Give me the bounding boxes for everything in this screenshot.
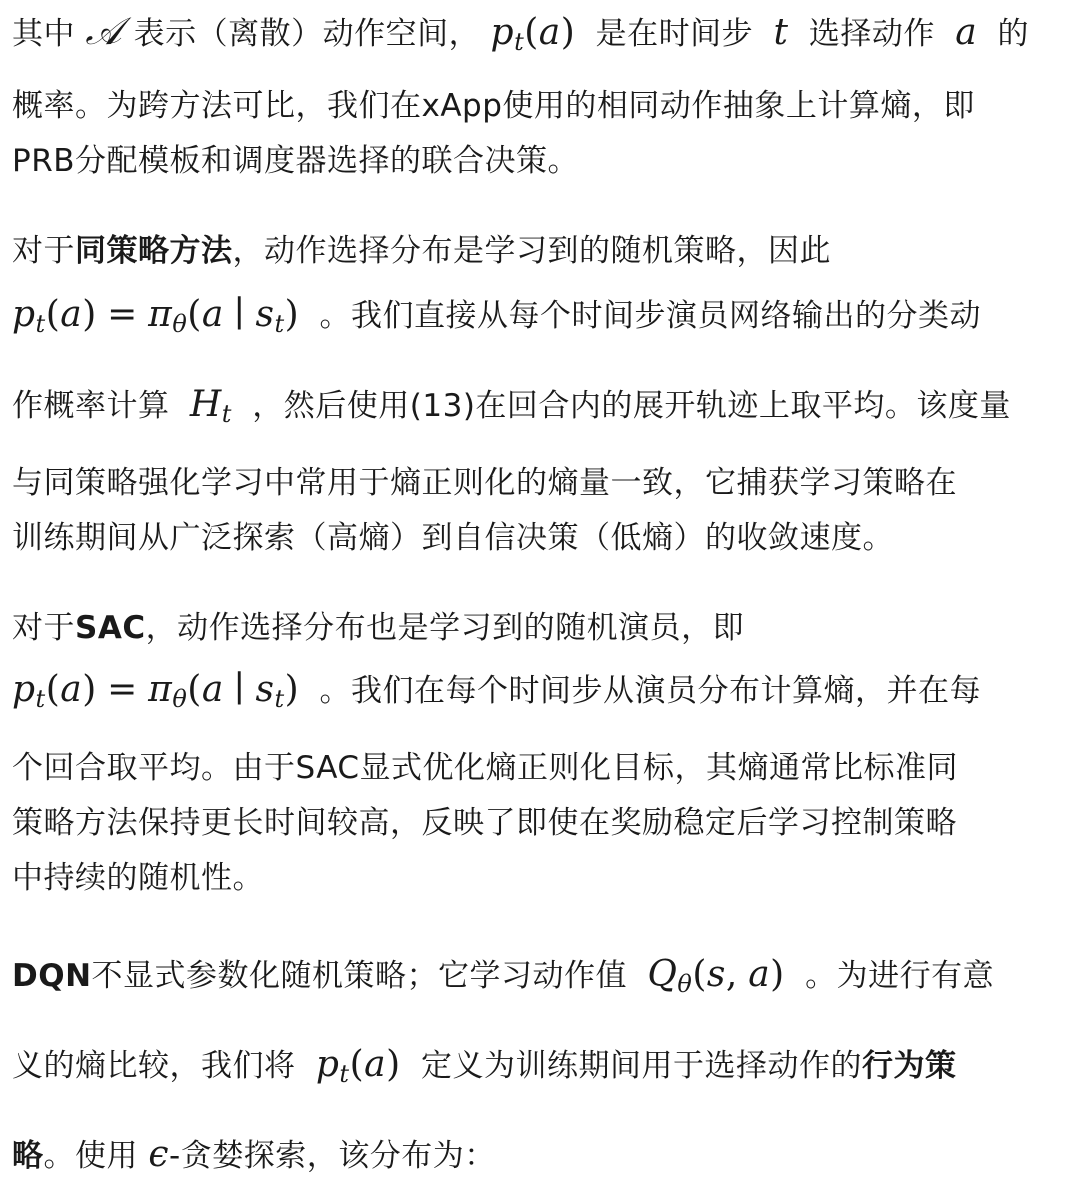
text: 对于 bbox=[12, 610, 75, 646]
paragraph-2-line-4: 与同策略强化学习中常用于熵正则化的熵量一致，它捕获学习策略在 bbox=[12, 465, 957, 501]
text: 作概率计算 bbox=[12, 388, 170, 424]
paragraph-3-line-2 bbox=[12, 665, 1074, 713]
formula-policy: $p_t(a) = \pi_\theta(a$ ∣ $s_t$) bbox=[12, 294, 300, 338]
formula-pt-a: $p_t(a)$ bbox=[490, 12, 576, 56]
text: 其中 bbox=[12, 16, 75, 52]
text: ，然后使用(13)在回合内的展开轨迹上取平均。该度量 bbox=[252, 388, 1011, 424]
text: ，动作选择分布是学习到的随机策略，因此 bbox=[232, 233, 831, 269]
text: 定义为训练期间用于选择动作的 bbox=[420, 1048, 862, 1084]
paragraph-3-line-5: 中持续的随机性。 bbox=[12, 860, 264, 896]
text: 。为进行有意 bbox=[805, 958, 995, 994]
bold-term: SAC bbox=[75, 610, 146, 646]
paragraph-2-line-5: 训练期间从广泛探索（高熵）到自信决策（低熵）的收敛速度。 bbox=[12, 520, 894, 556]
text: 的 bbox=[997, 16, 1030, 52]
text: 。我们直接从每个时间步演员网络输出的分类动 bbox=[319, 298, 982, 334]
text: 选择动作 bbox=[808, 16, 935, 52]
text: 对于 bbox=[12, 233, 75, 269]
text: 义的熵比较，我们将 bbox=[12, 1048, 296, 1084]
text: 是在时间步 bbox=[595, 16, 754, 52]
formula-Ht: $H_t$ bbox=[189, 384, 232, 428]
bold-term: 行为策 bbox=[861, 1048, 957, 1084]
bold-term: 略 bbox=[12, 1138, 44, 1174]
text: 。我们在每个时间步从演员分布计算熵，并在每 bbox=[319, 673, 982, 709]
formula-epsilon: ϵ bbox=[148, 1134, 170, 1175]
paragraph-4-line-1 bbox=[12, 950, 1074, 998]
text: 不显式参数化随机策略；它学习动作值 bbox=[91, 958, 628, 994]
paragraph-3-line-4: 策略方法保持更长时间较高，反映了即使在奖励稳定后学习控制策略 bbox=[12, 805, 957, 841]
formula-t: t bbox=[773, 12, 789, 53]
text: 。使用 bbox=[43, 1138, 138, 1174]
paragraph-1-line-2: 概率。为跨方法可比，我们在xApp使用的相同动作抽象上计算熵，即 bbox=[12, 88, 975, 124]
bold-term: 同策略方法 bbox=[75, 233, 233, 269]
paragraph-3-line-1 bbox=[12, 602, 1074, 647]
formula-pt-a: $p_t(a)$ bbox=[315, 1044, 401, 1088]
formula-a: a bbox=[955, 12, 978, 53]
paragraph-4-line-2 bbox=[12, 1040, 1074, 1088]
action-space-symbol: 𝒜 bbox=[85, 9, 124, 53]
text: -贪婪探索，该分布为： bbox=[169, 1138, 496, 1174]
paragraph-1-line-3: PRB分配模板和调度器选择的联合决策。 bbox=[12, 143, 579, 179]
paragraph-4-line-3 bbox=[12, 1130, 1074, 1175]
text: ，动作选择分布也是学习到的随机演员，即 bbox=[145, 610, 745, 646]
paragraph-2-line-3 bbox=[12, 380, 1074, 428]
paragraph-2-line-2 bbox=[12, 290, 1074, 338]
paragraph-2-line-1 bbox=[12, 225, 1074, 270]
paragraph-3-line-3: 个回合取平均。由于SAC显式优化熵正则化目标，其熵通常比标准同 bbox=[12, 750, 959, 786]
text: 表示（离散）动作空间， bbox=[133, 16, 481, 52]
formula-Q: $Q_\theta(s$, a) bbox=[647, 954, 785, 998]
bold-term: DQN bbox=[12, 958, 92, 994]
paragraph-1-line-1 bbox=[12, 8, 1074, 56]
formula-policy: $p_t(a) = \pi_\theta(a$ ∣ $s_t$) bbox=[12, 669, 300, 713]
